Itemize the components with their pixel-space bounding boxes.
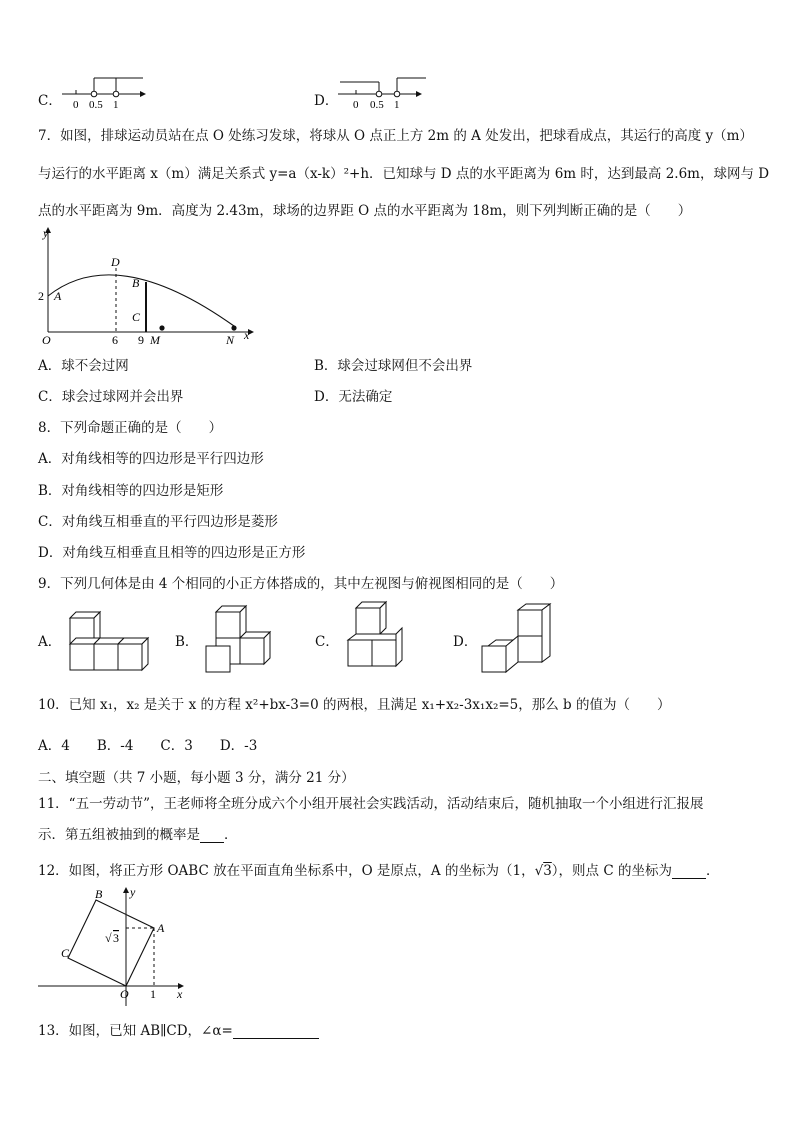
q9-option-b-label: B． xyxy=(175,634,199,650)
q9-option-b-cubes xyxy=(202,604,282,674)
q7-option-a: A．球不会过网 xyxy=(38,358,129,374)
q12-answer-blank[interactable] xyxy=(672,864,706,879)
q7-stem-line1: 7．如图，排球运动员站在点 O 处练习发球，将球从 O 点正上方 2m 的 A 处发出，把球看成点，其运行的高度 y（m） xyxy=(38,128,753,144)
q8-option-a: A．对角线相等的四边形是平行四边形 xyxy=(38,451,264,467)
q12-square-figure xyxy=(36,882,196,1006)
q11-stem-text: 示．第五组被抽到的概率是 xyxy=(38,827,200,843)
q6c-tick-0: 0 xyxy=(73,99,79,111)
q7-trajectory-figure xyxy=(34,224,262,346)
q11-stem-line1: 11．“五一劳动节”，王老师将全班分成六个小组开展社会实践活动，活动结束后，随机抽取一个小组进行汇报展 xyxy=(38,796,704,812)
q7-fig-D: D xyxy=(111,255,120,269)
q12-stem: 12．如图，将正方形 OABC 放在平面直角坐标系中，O 是原点，A 的坐标为（1，√3），则点 C 的坐标为 ． xyxy=(38,863,720,879)
q12-sqrt-value: 3 xyxy=(543,863,552,879)
q13-answer-blank[interactable] xyxy=(233,1024,319,1039)
q12-fig-sqrt3: 3 xyxy=(113,931,119,945)
q12-stem-pre: 12．如图，将正方形 OABC 放在平面直角坐标系中，O 是原点，A 的坐标为（1， xyxy=(38,863,535,879)
q12-sqrt-icon: √3 xyxy=(534,863,552,879)
q12-fig-y: y xyxy=(130,885,136,899)
q12-stem-post: ），则点 C 的坐标为 xyxy=(551,863,672,879)
q6-option-c-number-line xyxy=(58,72,150,112)
q9-option-a-cubes xyxy=(64,610,172,672)
q10-stem: 10．已知 x₁，x₂ 是关于 x 的方程 x²+bx-3=0 的两根，且满足 x₁+x₂-3x₁x₂=5，那么 b 的值为（ ） xyxy=(38,697,671,713)
q13-stem-text: 13．如图，已知 AB∥CD，∠α= xyxy=(38,1023,233,1039)
q7-fig-y: y xyxy=(43,226,49,240)
q7-fig-x: x xyxy=(244,328,250,342)
q12-fig-O: O xyxy=(120,987,129,1001)
q7-stem-line3: 点的水平距离为 9m．高度为 2.43m，球场的边界距 O 点的水平距离为 18m，则下列判断正确的是（ ） xyxy=(38,203,692,219)
q7-fig-6: 6 xyxy=(112,333,118,346)
q7-fig-C: C xyxy=(132,310,141,324)
q12-fig-A: A xyxy=(157,921,165,935)
q9-option-d-label: D． xyxy=(453,634,478,650)
q7-fig-9: 9 xyxy=(138,333,144,346)
q6-option-d-label: D． xyxy=(314,93,339,109)
q7-fig-O: O xyxy=(42,333,51,346)
q12-fig-B: B xyxy=(95,887,103,901)
q7-option-b: B．球会过球网但不会出界 xyxy=(314,358,473,374)
q7-option-c: C．球会过球网并会出界 xyxy=(38,389,184,405)
q12-fig-x: x xyxy=(177,987,183,1001)
q8-option-c: C．对角线互相垂直的平行四边形是菱形 xyxy=(38,514,278,530)
q9-option-c-cubes xyxy=(342,600,412,672)
q12-fig-sqrt-icon: √ xyxy=(105,931,112,945)
q13-stem xyxy=(38,1019,319,1039)
q9-option-c-label: C． xyxy=(315,634,339,650)
q10-options: A．4 B．-4 C．3 D．-3 xyxy=(38,738,258,754)
q9-option-a-label: A． xyxy=(38,634,62,650)
q6-option-c-label: C． xyxy=(38,93,62,109)
q6d-tick-0: 0 xyxy=(353,99,359,111)
q7-option-d: D．无法确定 xyxy=(314,389,393,405)
q7-fig-2: 2 xyxy=(38,289,44,303)
q7-fig-M: M xyxy=(150,333,160,346)
q8-option-b: B．对角线相等的四边形是矩形 xyxy=(38,483,224,499)
q7-fig-B: B xyxy=(132,276,140,290)
q7-stem-line2: 与运行的水平距离 x（m）满足关系式 y=a（x-k）²+h．已知球与 D 点的水平距离为 6m 时，达到最高 2.6m，球网与 D xyxy=(38,166,770,182)
q9-option-d-cubes xyxy=(478,600,564,676)
section-2-title: 二、填空题（共 7 小题，每小题 3 分，满分 21 分） xyxy=(38,770,355,786)
q6-option-d-number-line xyxy=(334,72,434,112)
q6c-tick-05: 0.5 xyxy=(89,99,103,111)
q12-fig-C: C xyxy=(61,946,70,960)
q7-fig-N: N xyxy=(226,333,235,346)
q12-fig-1: 1 xyxy=(150,987,156,1001)
q6d-tick-1: 1 xyxy=(394,99,400,111)
q6d-tick-05: 0.5 xyxy=(370,99,384,111)
q11-answer-blank[interactable] xyxy=(200,828,224,843)
q8-option-d: D．对角线互相垂直且相等的四边形是正方形 xyxy=(38,545,306,561)
q6c-tick-1: 1 xyxy=(113,99,119,111)
q8-stem: 8．下列命题正确的是（ ） xyxy=(38,420,223,436)
q9-stem: 9．下列几何体是由 4 个相同的小正方体搭成的，其中左视图与俯视图相同的是（ ） xyxy=(38,576,564,592)
q7-fig-A: A xyxy=(54,289,62,303)
q11-stem-line2: 示．第五组被抽到的概率是 ． xyxy=(38,827,238,843)
